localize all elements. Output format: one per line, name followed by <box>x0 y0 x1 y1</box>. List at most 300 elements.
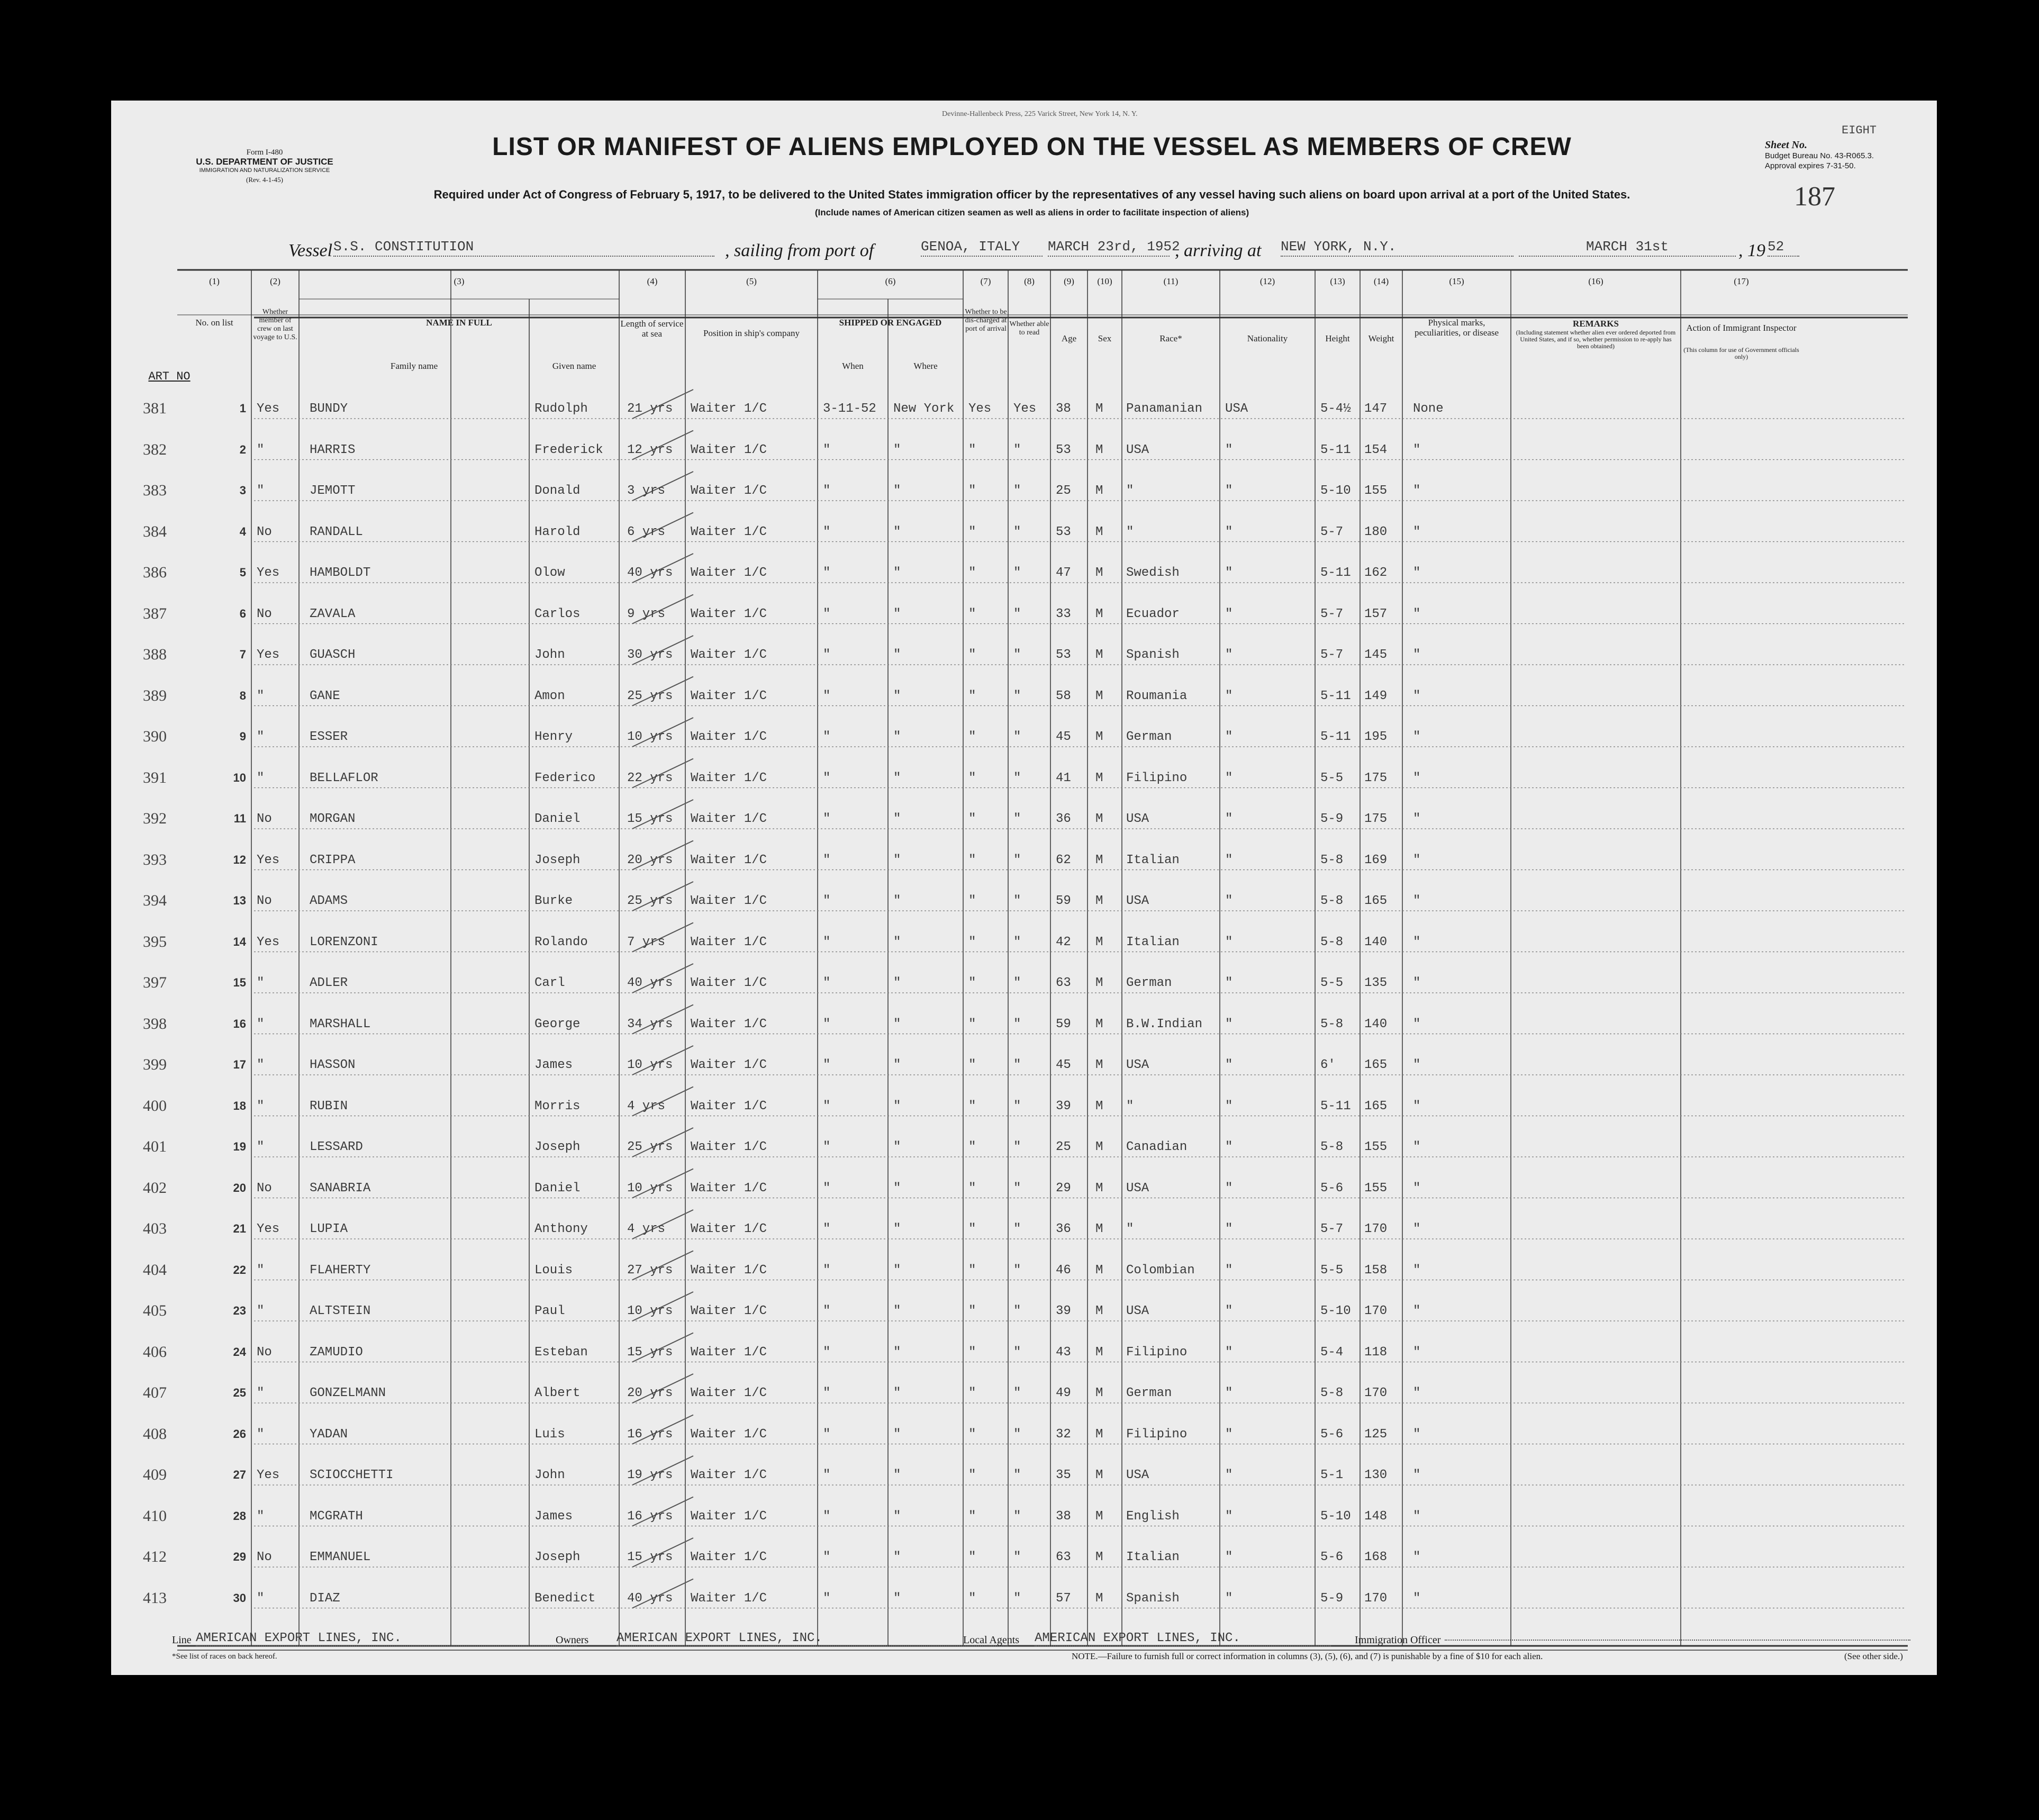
cell-art: 401 <box>143 1138 167 1155</box>
cell-where: " <box>893 1427 901 1442</box>
cell-race: Italian <box>1126 853 1180 867</box>
cell-disch: " <box>968 1017 976 1031</box>
cell-sex: M <box>1095 1345 1103 1360</box>
cell-marks: " <box>1413 976 1421 990</box>
cell-disch: Yes <box>968 402 992 416</box>
cell-service: 4 yrs <box>627 1222 666 1236</box>
cell-age: 41 <box>1056 771 1071 785</box>
cell-sex: M <box>1095 524 1103 539</box>
cell-sex: M <box>1095 1386 1103 1400</box>
table-row <box>111 1010 1937 1049</box>
cell-no: 16 <box>233 1017 246 1030</box>
cell-family: MARSHALL <box>310 1017 371 1031</box>
cell-family: ZAMUDIO <box>310 1345 363 1360</box>
cell-age: 39 <box>1056 1099 1071 1113</box>
cell-sex: M <box>1095 484 1103 498</box>
cell-where: " <box>893 853 901 867</box>
cell-when: " <box>823 1468 831 1482</box>
cell-position: Waiter 1/C <box>691 1304 767 1318</box>
cell-race: Canadian <box>1126 1140 1188 1154</box>
cell-read: " <box>1013 1263 1021 1278</box>
cell-race: Filipino <box>1126 1427 1188 1442</box>
cell-age: 59 <box>1056 1017 1071 1031</box>
vessel-name: S.S. CONSTITUTION <box>333 239 714 257</box>
cell-height: 5-8 <box>1320 935 1344 949</box>
cell-age: 63 <box>1056 1550 1071 1564</box>
cell-weight: 165 <box>1364 1058 1388 1072</box>
cell-weight: 155 <box>1364 484 1388 498</box>
table-row <box>111 1215 1937 1254</box>
line-label: Line <box>172 1634 192 1646</box>
cell-race: Filipino <box>1126 771 1188 785</box>
cell-family: MCGRATH <box>310 1509 363 1524</box>
cell-position: Waiter 1/C <box>691 1591 767 1606</box>
cell-read: " <box>1013 771 1021 785</box>
cell-last: Yes <box>257 648 280 662</box>
cell-height: 5-7 <box>1320 606 1344 621</box>
cell-age: 57 <box>1056 1591 1071 1606</box>
cell-given: Albert <box>534 1386 581 1400</box>
cell-weight: 170 <box>1364 1386 1388 1400</box>
cell-art: 407 <box>143 1384 167 1401</box>
cell-no: 9 <box>239 730 246 743</box>
cell-service: 15 yrs <box>627 812 673 826</box>
cell-given: Rolando <box>534 935 588 949</box>
cell-last: " <box>257 1509 265 1524</box>
cell-family: SANABRIA <box>310 1181 371 1196</box>
col7-number: (7) <box>980 276 991 286</box>
col7-header: Whether to be dis-charged at port of arrival <box>965 308 1007 333</box>
cell-read: " <box>1013 442 1021 457</box>
cell-family: CRIPPA <box>310 853 356 867</box>
cell-marks: " <box>1413 484 1421 498</box>
cell-marks: " <box>1413 1550 1421 1564</box>
cell-service: 22 yrs <box>627 771 673 785</box>
cell-when: 3-11-52 <box>823 402 876 416</box>
table-row <box>111 436 1937 475</box>
cell-weight: 154 <box>1364 442 1388 457</box>
cell-position: Waiter 1/C <box>691 1140 767 1154</box>
cell-when: " <box>823 1304 831 1318</box>
subtitle-note: (Include names of American citizen seamen as well as aliens in order to facilitate inspection of aliens) <box>814 207 1249 218</box>
cell-read: " <box>1013 1468 1021 1482</box>
cell-given: Paul <box>534 1304 565 1318</box>
cell-age: 53 <box>1056 524 1071 539</box>
cell-nat: " <box>1225 1263 1233 1278</box>
cell-no: 22 <box>233 1263 246 1276</box>
cell-last: Yes <box>257 1468 280 1482</box>
cell-nat: " <box>1225 1468 1233 1482</box>
cell-marks: " <box>1413 1099 1421 1113</box>
cell-age: 58 <box>1056 689 1071 703</box>
cell-service: 16 yrs <box>627 1509 673 1524</box>
table-row <box>111 764 1937 803</box>
cell-no: 7 <box>239 648 246 661</box>
cell-height: 5-6 <box>1320 1181 1344 1196</box>
cell-service: 9 yrs <box>627 606 666 621</box>
cell-race: Italian <box>1126 1550 1180 1564</box>
cell-read: " <box>1013 484 1021 498</box>
cell-marks: " <box>1413 689 1421 703</box>
cell-last: " <box>257 1099 265 1113</box>
cell-read: " <box>1013 1017 1021 1031</box>
cell-age: 45 <box>1056 1058 1071 1072</box>
cell-when: " <box>823 524 831 539</box>
cell-last: " <box>257 1017 265 1031</box>
cell-where: " <box>893 1304 901 1318</box>
cell-family: LESSARD <box>310 1140 363 1154</box>
cell-position: Waiter 1/C <box>691 1386 767 1400</box>
cell-disch: " <box>968 1263 976 1278</box>
cell-weight: 149 <box>1364 689 1388 703</box>
col3-number: (3) <box>454 276 465 286</box>
cell-weight: 162 <box>1364 566 1388 580</box>
cell-height: 5-11 <box>1320 1099 1351 1113</box>
cell-sex: M <box>1095 1550 1103 1564</box>
cell-no: 8 <box>239 689 246 702</box>
cell-position: Waiter 1/C <box>691 1058 767 1072</box>
cell-when: " <box>823 1263 831 1278</box>
cell-read: " <box>1013 730 1021 744</box>
cell-when: " <box>823 935 831 949</box>
col4-header: Length of service at sea <box>620 319 684 339</box>
cell-read: " <box>1013 689 1021 703</box>
cell-marks: " <box>1413 1263 1421 1278</box>
cell-weight: 170 <box>1364 1222 1388 1236</box>
sailing-port: GENOA, ITALY <box>921 239 1043 257</box>
cell-service: 27 yrs <box>627 1263 673 1278</box>
cell-read: " <box>1013 1181 1021 1196</box>
cell-marks: " <box>1413 812 1421 826</box>
cell-last: Yes <box>257 566 280 580</box>
cell-family: ESSER <box>310 730 348 744</box>
cell-position: Waiter 1/C <box>691 1427 767 1442</box>
printer-imprint: Devinne-Hallenbeck Press, 225 Varick Street, New York 14, N. Y. <box>942 110 1138 118</box>
cell-height: 5-4 <box>1320 1345 1344 1360</box>
cell-family: GUASCH <box>310 648 356 662</box>
cell-service: 40 yrs <box>627 976 673 990</box>
cell-race: USA <box>1126 1058 1149 1072</box>
table-row <box>111 1256 1937 1295</box>
cell-disch: " <box>968 566 976 580</box>
col15-number: (15) <box>1449 276 1464 286</box>
cell-disch: " <box>968 1591 976 1606</box>
col17-number: (17) <box>1734 276 1749 286</box>
cell-where: " <box>893 484 901 498</box>
cell-age: 33 <box>1056 606 1071 621</box>
cell-disch: " <box>968 1427 976 1442</box>
cell-sex: M <box>1095 442 1103 457</box>
cell-disch: " <box>968 1386 976 1400</box>
cell-service: 7 yrs <box>627 935 666 949</box>
cell-position: Waiter 1/C <box>691 935 767 949</box>
cell-when: " <box>823 442 831 457</box>
cell-art: 388 <box>143 646 167 663</box>
table-row <box>111 640 1937 680</box>
cell-read: " <box>1013 935 1021 949</box>
cell-service: 25 yrs <box>627 689 673 703</box>
cell-sex: M <box>1095 1099 1103 1113</box>
cell-position: Waiter 1/C <box>691 1263 767 1278</box>
cell-read: " <box>1013 606 1021 621</box>
cell-nat: " <box>1225 1222 1233 1236</box>
col10-number: (10) <box>1097 276 1112 286</box>
cell-age: 38 <box>1056 1509 1071 1524</box>
cell-nat: " <box>1225 566 1233 580</box>
cell-art: 390 <box>143 728 167 745</box>
cell-art: 383 <box>143 482 167 499</box>
cell-weight: 170 <box>1364 1591 1388 1606</box>
cell-weight: 195 <box>1364 730 1388 744</box>
col11-number: (11) <box>1163 276 1179 286</box>
cell-given: Rudolph <box>534 402 588 416</box>
cell-sex: M <box>1095 1222 1103 1236</box>
cell-where: " <box>893 1222 901 1236</box>
cell-height: 5-8 <box>1320 853 1344 867</box>
cell-marks: " <box>1413 935 1421 949</box>
cell-marks: " <box>1413 1509 1421 1524</box>
col17-header: Action of Immigrant Inspector <box>1686 323 1797 333</box>
cell-nat: " <box>1225 1509 1233 1524</box>
cell-when: " <box>823 566 831 580</box>
cell-family: LUPIA <box>310 1222 348 1236</box>
cell-art: 391 <box>143 768 167 786</box>
cell-height: 5-11 <box>1320 689 1351 703</box>
cell-nat: USA <box>1225 402 1248 416</box>
cell-age: 35 <box>1056 1468 1071 1482</box>
cell-no: 6 <box>239 606 246 620</box>
cell-read: " <box>1013 1345 1021 1360</box>
cell-race: Spanish <box>1126 1591 1180 1606</box>
cell-height: 5-1 <box>1320 1468 1344 1482</box>
cell-where: " <box>893 689 901 703</box>
col16-note: (Including statement whether alien ever ordered deported from United States, and if so, whether permission to re-apply has been obtained) <box>1516 329 1676 350</box>
table-row <box>111 600 1937 639</box>
cell-where: " <box>893 442 901 457</box>
cell-weight: 147 <box>1364 402 1388 416</box>
col8-header: Whether able to read <box>1009 320 1049 337</box>
col12-number: (12) <box>1259 276 1275 286</box>
cell-given: Burke <box>534 894 573 908</box>
cell-given: Amon <box>534 689 565 703</box>
cell-given: John <box>534 648 565 662</box>
cell-position: Waiter 1/C <box>691 442 767 457</box>
cell-race: Panamanian <box>1126 402 1203 416</box>
cell-marks: " <box>1413 1058 1421 1072</box>
cell-when: " <box>823 648 831 662</box>
cell-no: 27 <box>233 1468 246 1481</box>
cell-no: 21 <box>233 1222 246 1235</box>
sheet-label: Sheet No. <box>1765 139 1807 151</box>
cell-last: No <box>257 524 272 539</box>
cell-art: 412 <box>143 1548 167 1565</box>
cell-service: 10 yrs <box>627 1058 673 1072</box>
cell-last: No <box>257 1181 272 1196</box>
cell-weight: 125 <box>1364 1427 1388 1442</box>
manifest-sheet <box>111 101 1937 1675</box>
cell-art: 394 <box>143 892 167 909</box>
cell-last: No <box>257 894 272 908</box>
cell-nat: " <box>1225 1181 1233 1196</box>
subtitle: Required under Act of Congress of February 5, 1917, to be delivered to the United States immigration officer by the representatives of any vessel having such aliens on board upon arrival at a port of the United States. <box>433 188 1630 201</box>
cell-when: " <box>823 771 831 785</box>
cell-age: 62 <box>1056 853 1071 867</box>
cell-no: 3 <box>239 484 246 497</box>
cell-given: John <box>534 1468 565 1482</box>
cell-when: " <box>823 1509 831 1524</box>
cell-read: Yes <box>1013 402 1037 416</box>
cell-given: Donald <box>534 484 581 498</box>
cell-service: 20 yrs <box>627 853 673 867</box>
cell-race: German <box>1126 1386 1172 1400</box>
cell-family: DIAZ <box>310 1591 340 1606</box>
cell-weight: 130 <box>1364 1468 1388 1482</box>
cell-where: " <box>893 730 901 744</box>
cell-age: 42 <box>1056 935 1071 949</box>
year-label: , 19 <box>1738 241 1765 260</box>
cell-family: SCIOCCHETTI <box>310 1468 394 1482</box>
cell-no: 25 <box>233 1386 246 1399</box>
owners-value: AMERICAN EXPORT LINES, INC. <box>617 1631 1008 1646</box>
cell-sex: M <box>1095 648 1103 662</box>
cell-art: 409 <box>143 1466 167 1483</box>
table-row <box>111 1461 1937 1500</box>
cell-nat: " <box>1225 1591 1233 1606</box>
table-row <box>111 1051 1937 1090</box>
cell-height: 5-8 <box>1320 1017 1344 1031</box>
cell-marks: " <box>1413 1222 1421 1236</box>
cell-read: " <box>1013 1509 1021 1524</box>
footer <box>111 1630 1937 1672</box>
cell-weight: 135 <box>1364 976 1388 990</box>
cell-last: Yes <box>257 1222 280 1236</box>
cell-no: 17 <box>233 1058 246 1071</box>
col17-note: (This column for use of Government officials only) <box>1683 346 1799 360</box>
cell-disch: " <box>968 1550 976 1564</box>
cell-art: 387 <box>143 604 167 622</box>
cell-disch: " <box>968 1181 976 1196</box>
cell-height: 5-6 <box>1320 1427 1344 1442</box>
cell-no: 14 <box>233 935 246 948</box>
cell-last: " <box>257 1140 265 1154</box>
cell-position: Waiter 1/C <box>691 771 767 785</box>
cell-last: " <box>257 484 265 498</box>
cell-nat: " <box>1225 1017 1233 1031</box>
form-number: Form I-480 <box>246 148 283 157</box>
agents-value: AMERICAN EXPORT LINES, INC. <box>1035 1631 1331 1646</box>
fine-note: NOTE.—Failure to furnish full or correct information in columns (3), (5), (6), and (7) is punishable by a fine of $10 for each alien. <box>1072 1651 1543 1661</box>
cell-nat: " <box>1225 1099 1233 1113</box>
cell-family: BUNDY <box>310 402 348 416</box>
cell-sex: M <box>1095 566 1103 580</box>
cell-last: " <box>257 442 265 457</box>
cell-marks: " <box>1413 1140 1421 1154</box>
cell-art: 393 <box>143 850 167 868</box>
table-row <box>111 1502 1937 1541</box>
cell-family: ZAVALA <box>310 606 356 621</box>
cell-where: " <box>893 1386 901 1400</box>
cell-given: Carl <box>534 976 565 990</box>
cell-where: " <box>893 812 901 826</box>
cell-family: MORGAN <box>310 812 356 826</box>
officer-label: Immigration Officer <box>1355 1634 1441 1646</box>
cell-given: Daniel <box>534 812 581 826</box>
cell-sex: M <box>1095 1017 1103 1031</box>
cell-where: " <box>893 1345 901 1360</box>
cell-age: 59 <box>1056 894 1071 908</box>
cell-weight: 168 <box>1364 1550 1388 1564</box>
table-row <box>111 1420 1937 1459</box>
cell-no: 23 <box>233 1304 246 1317</box>
cell-marks: " <box>1413 771 1421 785</box>
cell-age: 25 <box>1056 484 1071 498</box>
cell-height: 5-8 <box>1320 894 1344 908</box>
cell-race: " <box>1126 484 1134 498</box>
cell-position: Waiter 1/C <box>691 976 767 990</box>
cell-height: 5-7 <box>1320 1222 1344 1236</box>
cell-nat: " <box>1225 689 1233 703</box>
cell-no: 1 <box>239 402 246 415</box>
cell-sex: M <box>1095 853 1103 867</box>
cell-weight: 157 <box>1364 606 1388 621</box>
sheet-value: EIGHT <box>1842 124 1877 137</box>
table-row <box>111 968 1937 1008</box>
cell-position: Waiter 1/C <box>691 1509 767 1524</box>
table-row <box>111 476 1937 515</box>
table-row <box>111 846 1937 885</box>
cell-given: Henry <box>534 730 573 744</box>
cell-family: ADAMS <box>310 894 348 908</box>
cell-no: 28 <box>233 1509 246 1523</box>
cell-height: 5-6 <box>1320 1550 1344 1564</box>
cell-age: 53 <box>1056 648 1071 662</box>
cell-race: Swedish <box>1126 566 1180 580</box>
cell-position: Waiter 1/C <box>691 1345 767 1360</box>
arriving-date: MARCH 31st <box>1519 239 1736 257</box>
cell-marks: " <box>1413 1427 1421 1442</box>
cell-disch: " <box>968 1099 976 1113</box>
cell-when: " <box>823 1550 831 1564</box>
col15-header: Physical marks, peculiarities, or disease <box>1414 318 1499 338</box>
cell-art: 382 <box>143 440 167 458</box>
cell-where: " <box>893 1509 901 1524</box>
cell-nat: " <box>1225 1386 1233 1400</box>
when-header: When <box>842 361 864 371</box>
cell-when: " <box>823 894 831 908</box>
cell-sex: M <box>1095 689 1103 703</box>
cell-position: Waiter 1/C <box>691 648 767 662</box>
cell-weight: 155 <box>1364 1181 1388 1196</box>
cell-last: " <box>257 1386 265 1400</box>
family-name-header: Family name <box>390 361 438 371</box>
cell-last: " <box>257 730 265 744</box>
cell-family: HARRIS <box>310 442 356 457</box>
cell-last: " <box>257 689 265 703</box>
cell-art: 389 <box>143 686 167 704</box>
owners-label: Owners <box>556 1634 589 1646</box>
cell-where: " <box>893 1550 901 1564</box>
cell-race: Colombian <box>1126 1263 1195 1278</box>
cell-no: 24 <box>233 1345 246 1359</box>
col6-header: SHIPPED OR ENGAGED <box>839 318 942 328</box>
cell-art: 384 <box>143 522 167 540</box>
cell-race: B.W.Indian <box>1126 1017 1203 1031</box>
cell-sex: M <box>1095 935 1103 949</box>
table-row <box>111 886 1937 926</box>
cell-nat: " <box>1225 1140 1233 1154</box>
cell-family: YADAN <box>310 1427 348 1442</box>
cell-family: BELLAFLOR <box>310 771 378 785</box>
